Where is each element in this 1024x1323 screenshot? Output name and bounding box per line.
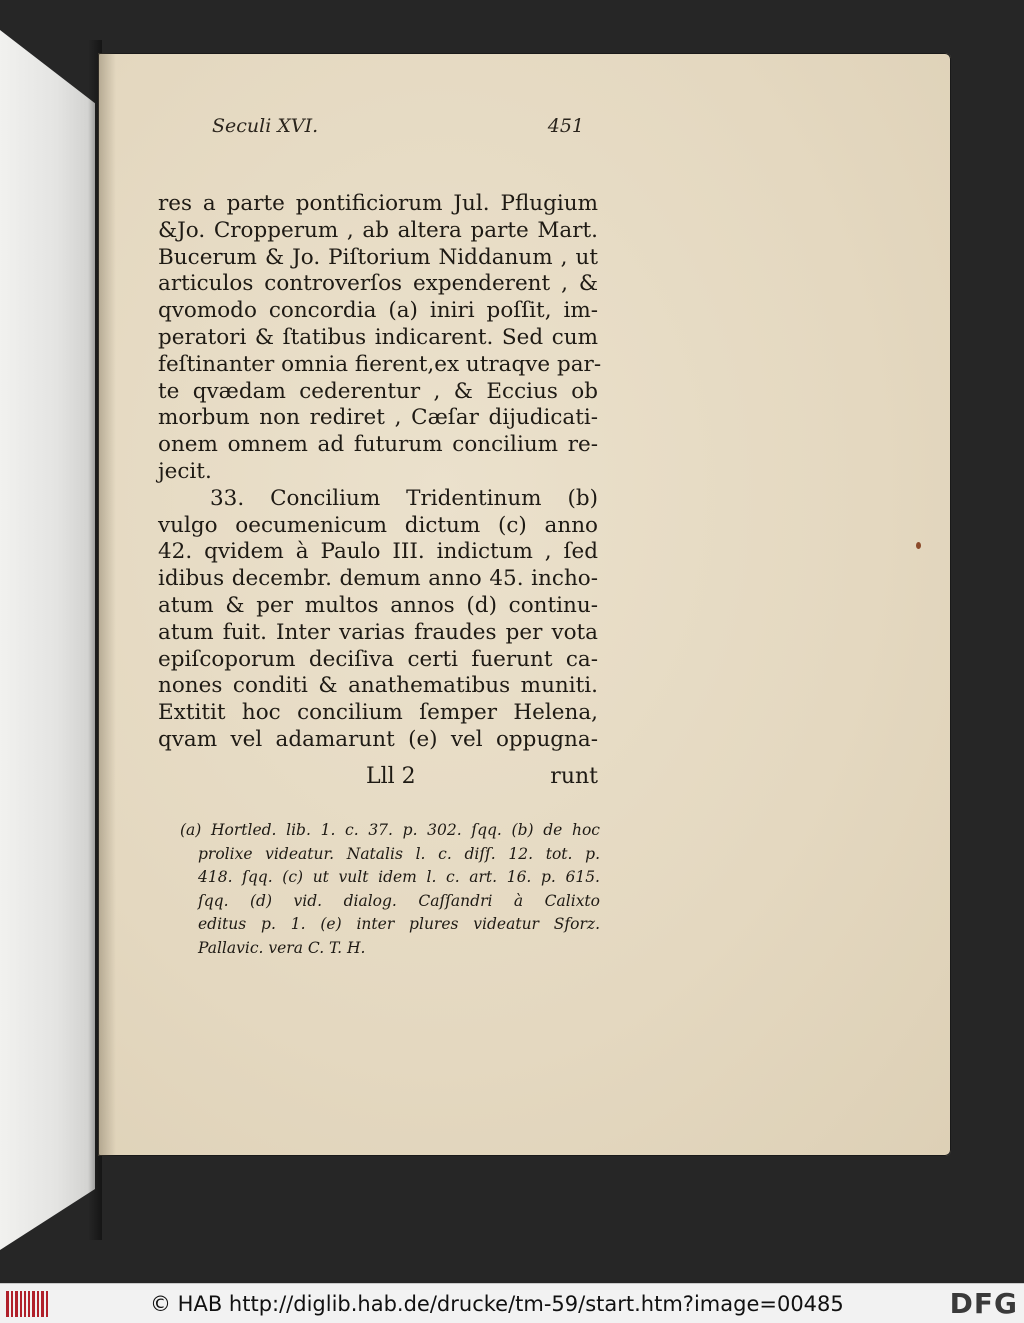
body-line: morbum non rediret , Cæſar dijudicati-: [158, 405, 598, 431]
body-line: vulgo oecumenicum dictum (c) anno: [158, 512, 598, 538]
running-head: [212, 115, 592, 145]
body-line: qvam vel adamarunt (e) vel oppugna-: [158, 727, 598, 752]
body-line: atum fuit. Inter varias fraudes per vota: [158, 619, 598, 645]
body-line: &Jo. Cropperum , ab altera parte Mart.: [158, 217, 598, 243]
footnote-line: Pallavic. vera C. T. H.: [198, 938, 366, 957]
body-line: qvomodo concordia (a) iniri poſſit, im-: [158, 298, 598, 324]
dfg-logo[interactable]: DFG: [949, 1287, 1018, 1320]
body-line: idibus decembr. demum anno 45. incho-: [158, 566, 598, 592]
footnote-line: prolixe videatur. Natalis l. c. diſſ. 12. tot. p.: [198, 844, 600, 863]
body-line: Extitit hoc concilium ſemper Helena,: [158, 700, 598, 726]
hab-barcode-logo-icon[interactable]: [6, 1291, 48, 1317]
footnote-line: 418. ſqq. (c) ut vult idem l. c. art. 16. p. 615.: [198, 868, 600, 886]
body-line: nones conditi & anathematibus muniti.: [158, 673, 598, 699]
signature-mark: Lll 2: [366, 764, 416, 789]
body-line: 42. qvidem à Paulo III. indictum , ſed: [158, 539, 598, 565]
body-line: Bucerum & Jo. Piſtorium Niddanum , ut: [158, 244, 598, 270]
page-number: 451: [547, 115, 584, 137]
body-line: jecit.: [158, 459, 212, 484]
catch-line: [158, 764, 598, 794]
body-line: 33. Concilium Tridentinum (b): [210, 485, 598, 511]
body-line: onem omnem ad futurum concilium re-: [158, 432, 598, 458]
running-head-title: Seculi XVI.: [212, 115, 319, 137]
catchword: runt: [550, 764, 598, 789]
body-line: te qvædam cederentur , & Eccius ob: [158, 378, 598, 404]
footnote-line: editus p. 1. (e) inter plures videatur Sforz.: [198, 915, 600, 933]
footnote-line: (a) Hortled. lib. 1. c. 37. p. 302. ſqq. (b) de hoc: [180, 821, 600, 839]
copyright-link[interactable]: © HAB http://diglib.hab.de/drucke/tm-59/start.htm?image=00485: [150, 1292, 844, 1316]
body-line: epiſcoporum deciſiva certi fuerunt ca-: [158, 646, 598, 672]
body-line: peratori & ſtatibus indicarent. Sed cum: [158, 325, 598, 350]
footer-bar: [0, 1283, 1024, 1323]
body-line: articulos controverſos expenderent , &: [158, 271, 598, 297]
previous-page-edge: [0, 30, 95, 1250]
page-gutter-shade: [98, 53, 116, 1156]
footnote-line: ſqq. (d) vid. dialog. Caſſandri à Calixto: [198, 891, 600, 910]
body-line: feſtinanter omnia fierent,ex utraqve par-: [158, 351, 602, 377]
body-line: res a parte pontificiorum Jul. Pflugium: [158, 191, 598, 216]
body-line: atum & per multos annos (d) continu-: [158, 593, 598, 618]
paper-speck: [916, 542, 921, 549]
